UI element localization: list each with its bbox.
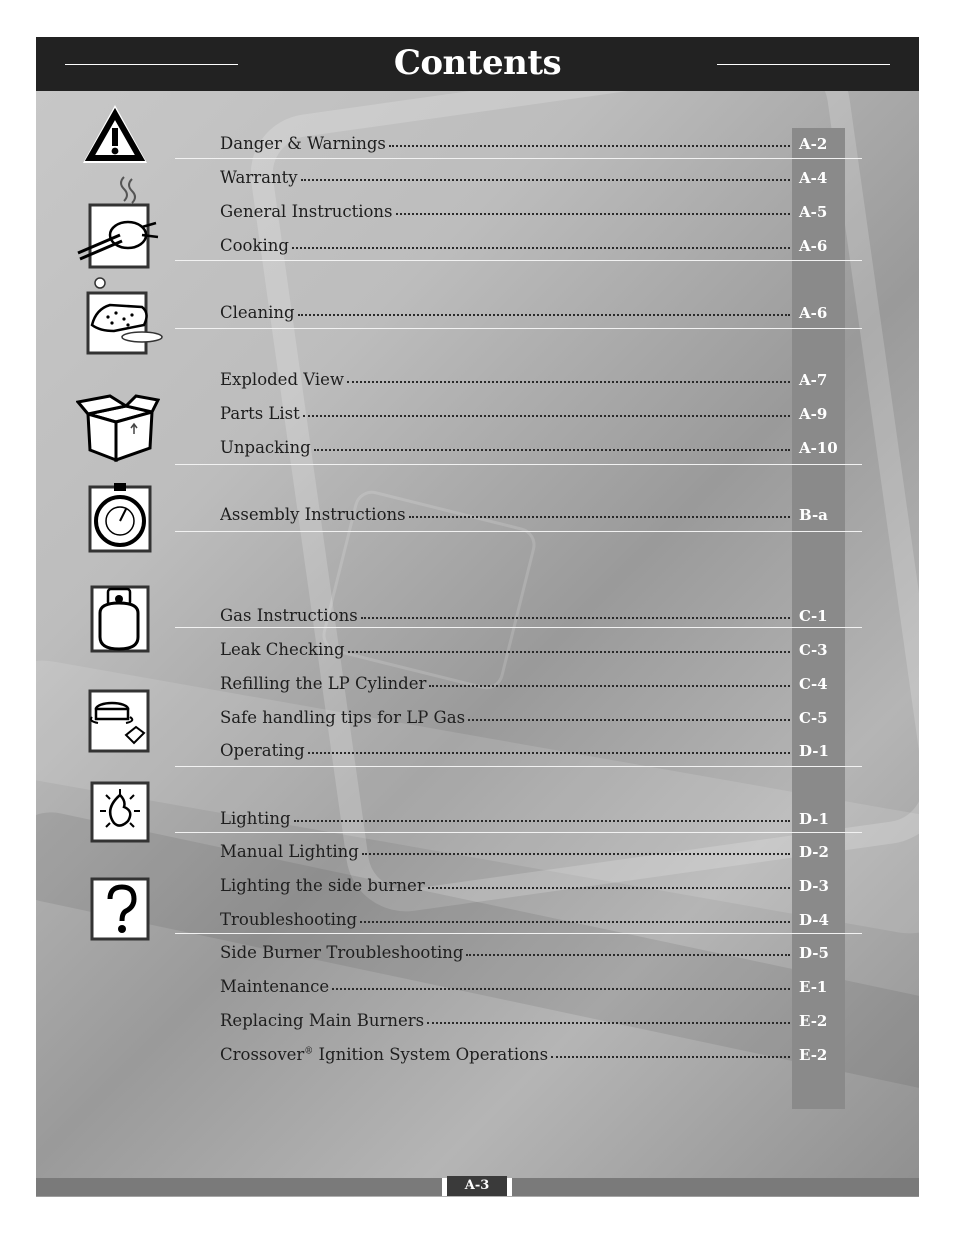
- page-header: [36, 37, 919, 91]
- toc-page-number: A-2: [799, 135, 828, 153]
- toc-page-number: A-9: [799, 405, 828, 423]
- section-divider: [175, 328, 862, 329]
- toc-entry-lighting[interactable]: Lighting: [220, 806, 790, 828]
- toc-page-number: D-4: [799, 911, 829, 929]
- leader-dots: [360, 921, 790, 923]
- leader-dots: [308, 752, 790, 754]
- toc-entry-crossover-ignition[interactable]: Crossover® Ignition System Operations: [220, 1042, 790, 1064]
- toc-entry-cooking[interactable]: Cooking: [220, 233, 790, 255]
- question-icon: [90, 877, 152, 943]
- toc-entry-leak-checking[interactable]: Leak Checking: [220, 637, 790, 659]
- toc-entry-general-instructions[interactable]: General Instructions: [220, 199, 790, 221]
- lp-cylinder-icon: [90, 583, 152, 653]
- leader-dots: [428, 887, 790, 889]
- toc-entry-manual-lighting[interactable]: Manual Lighting: [220, 839, 790, 861]
- leader-dots: [396, 213, 790, 215]
- box-unpacking-icon: [76, 392, 160, 464]
- leader-dots: [348, 651, 790, 653]
- toc-page-number: D-1: [799, 742, 829, 760]
- toc-page-number: A-10: [799, 439, 838, 457]
- toc-entry-danger-warnings[interactable]: Danger & Warnings: [220, 131, 790, 153]
- toc-page-number: E-1: [799, 978, 828, 996]
- toc-entry-operating[interactable]: Operating: [220, 738, 790, 760]
- leader-dots: [332, 988, 790, 990]
- toc-page-number: C-1: [799, 607, 828, 625]
- section-divider: [175, 464, 862, 465]
- toc-entry-assembly-instructions[interactable]: Assembly Instructions: [220, 502, 790, 524]
- page-footer: [36, 1178, 919, 1196]
- toc-page-number: A-4: [799, 169, 828, 187]
- leader-dots: [468, 719, 790, 721]
- section-divider: [175, 627, 862, 628]
- leader-dots: [362, 853, 790, 855]
- stopwatch-icon: [88, 481, 152, 553]
- leader-dots: [409, 516, 790, 518]
- section-divider: [175, 531, 862, 532]
- toc-page-number: A-7: [799, 371, 828, 389]
- toc-entry-warranty[interactable]: Warranty: [220, 165, 790, 187]
- header-rule-right: [717, 64, 890, 65]
- toc-page-number: C-3: [799, 641, 828, 659]
- toc-page-number: E-2: [799, 1012, 828, 1030]
- leader-dots: [314, 449, 790, 451]
- leader-dots: [301, 179, 790, 181]
- leader-dots: [361, 617, 790, 619]
- footer-gap: [507, 1178, 512, 1196]
- leader-dots: [298, 314, 790, 316]
- leader-dots: [551, 1056, 790, 1058]
- toc-page-number: D-3: [799, 877, 829, 895]
- toc-entry-cleaning[interactable]: Cleaning: [220, 300, 790, 322]
- toc-page-number: C-4: [799, 675, 828, 693]
- toc-page-number: D-2: [799, 843, 829, 861]
- toc-entry-lighting-side-burner[interactable]: Lighting the side burner: [220, 873, 790, 895]
- leader-dots: [303, 415, 790, 417]
- toc-page-number: C-5: [799, 709, 828, 727]
- toc-page-number: A-6: [799, 304, 828, 322]
- cooking-icon: [76, 173, 164, 269]
- toc-entry-exploded-view[interactable]: Exploded View: [220, 367, 790, 389]
- leader-dots: [427, 1022, 790, 1024]
- leader-dots: [292, 247, 790, 249]
- section-divider: [175, 158, 862, 159]
- toc-entry-maintenance[interactable]: Maintenance: [220, 974, 790, 996]
- leak-check-icon: [88, 689, 152, 755]
- page-number: A-3: [447, 1176, 507, 1196]
- contents-page: [36, 37, 919, 1197]
- toc-entry-unpacking[interactable]: Unpacking: [220, 435, 790, 457]
- toc-entry-troubleshooting[interactable]: Troubleshooting: [220, 907, 790, 929]
- section-divider: [175, 766, 862, 767]
- section-divider: [175, 832, 862, 833]
- toc-page-number: A-5: [799, 203, 828, 221]
- toc-entry-replacing-main-burners[interactable]: Replacing Main Burners: [220, 1008, 790, 1030]
- toc-page-number: E-2: [799, 1046, 828, 1064]
- toc-entry-refilling-lp-cylinder[interactable]: Refilling the LP Cylinder: [220, 671, 790, 693]
- toc-page-number: D-1: [799, 810, 829, 828]
- page-title: Contents: [393, 43, 562, 83]
- leader-dots: [429, 685, 790, 687]
- cleaning-sponge-icon: [84, 277, 164, 355]
- toc-entry-parts-list[interactable]: Parts List: [220, 401, 790, 423]
- leader-dots: [347, 381, 790, 383]
- leader-dots: [294, 820, 790, 822]
- flame-icon: [90, 781, 152, 845]
- toc-page-number: B-a: [799, 506, 828, 524]
- leader-dots: [389, 145, 790, 147]
- warning-triangle-icon: [80, 102, 150, 166]
- toc-page-number: A-6: [799, 237, 828, 255]
- toc-entry-safe-handling[interactable]: Safe handling tips for LP Gas: [220, 705, 790, 727]
- toc-entry-side-burner-troubleshooting[interactable]: Side Burner Troubleshooting: [220, 940, 790, 962]
- toc-page-number: D-5: [799, 944, 829, 962]
- leader-dots: [466, 954, 790, 956]
- section-divider: [175, 933, 862, 934]
- section-divider: [175, 260, 862, 261]
- toc-entry-gas-instructions[interactable]: Gas Instructions: [220, 603, 790, 625]
